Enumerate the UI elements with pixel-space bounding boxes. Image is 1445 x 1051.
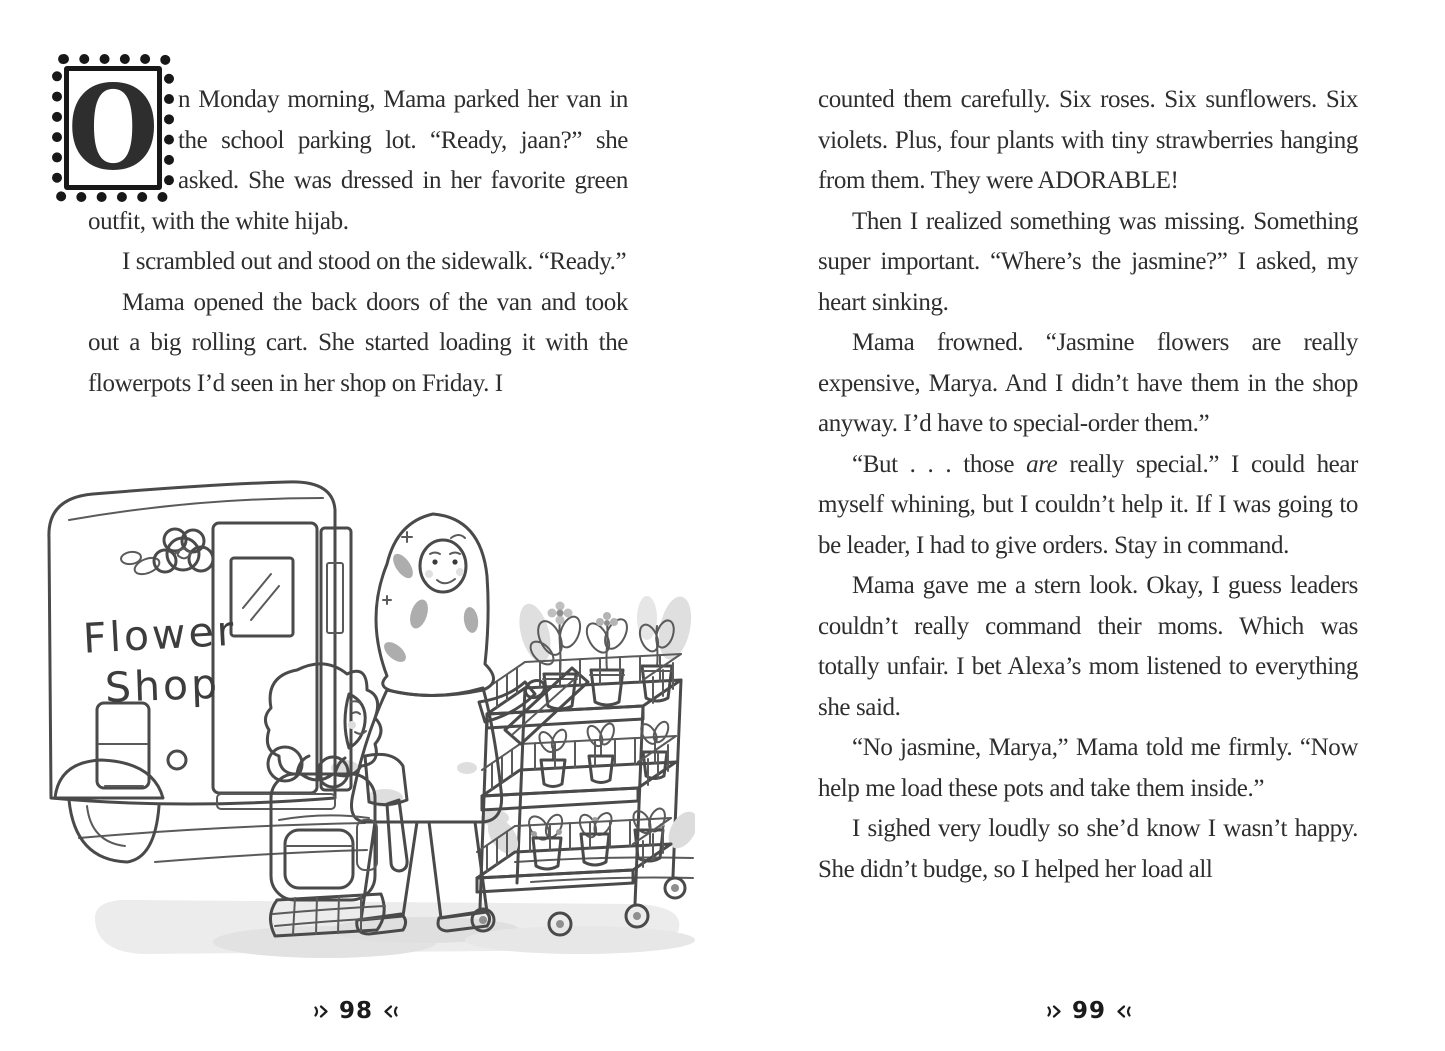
illustration-flower-shop-scene	[35, 468, 695, 968]
mama-face	[420, 535, 466, 592]
italic-word: are	[1026, 450, 1058, 478]
page-right	[818, 80, 1358, 890]
van-tail-light	[97, 703, 149, 788]
page-arrow-left-icon	[1116, 1004, 1132, 1019]
page-number-right	[733, 998, 1445, 1024]
flower-van	[49, 482, 351, 862]
drop-cap	[64, 58, 162, 197]
van-door-handle	[168, 751, 186, 769]
rose-logo-icon	[120, 529, 213, 577]
svg-text:Shop: Shop	[104, 659, 221, 712]
drop-cap-letter: O	[67, 58, 159, 197]
paragraph: Mama gave me a stern look. Okay, I guess leaders couldn’t really command their moms. Which was totally unfair. I bet Alexa’s mom listened to everything she said.	[818, 572, 1358, 721]
sidewalk-curb	[79, 823, 693, 882]
paragraph: counted them carefully. Six roses. Six sunflowers. Six violets. Plus, four plants with tiny strawberries hanging from them. They were ADORABLE!	[818, 86, 1358, 194]
page-number-value: 98	[338, 998, 373, 1024]
svg-text:Flower: Flower	[81, 606, 238, 663]
page-number-value: 99	[1071, 998, 1106, 1024]
cart-middle-shelf	[482, 719, 676, 810]
paragraph: “No jasmine, Marya,” Mama told me firmly. “Now help me load these pots and take them inside.”	[818, 734, 1358, 802]
paragraph: Mama opened the back doors of the van and took out a big rolling cart. She started loading it with the flowerpots I’d seen in her shop on Friday. I	[88, 288, 628, 397]
page-arrow-right-icon	[313, 1004, 329, 1019]
paragraph: I sighed very loudly so she’d know I wasn’t happy. She didn’t budge, so I helped her load all	[818, 815, 1358, 883]
page-arrow-left-icon	[383, 1004, 399, 1019]
paragraph	[67, 58, 628, 242]
potted-plant	[536, 727, 569, 786]
paragraph	[818, 445, 1358, 567]
plant-cart	[472, 594, 695, 935]
marya-face	[345, 694, 366, 748]
paragraph: I scrambled out and stood on the sidewalk. “Ready.”	[122, 248, 627, 275]
paragraph-text: n Monday morning, Mama parked her van in the school parking lot. “Ready, jaan?” she asked. She was dressed in her favorite green outfit, with the white hijab.	[88, 86, 628, 235]
paragraph-text: “But . . . those	[852, 450, 1027, 478]
paragraph-text: really special.” I could hear myself whining, but I couldn’t help it. If I was going to be leader, I had to give orders. Stay in command.	[818, 450, 1358, 559]
page-left	[67, 58, 628, 404]
van-door	[213, 523, 317, 793]
van-sign	[82, 607, 238, 712]
van-wheel	[55, 760, 163, 862]
potted-plant	[585, 722, 617, 783]
paragraph: Mama frowned. “Jasmine flowers are really expensive, Marya. And I didn’t have them in the shop anyway. I’d have to special-order them.”	[818, 329, 1358, 437]
page-arrow-right-icon	[1046, 1004, 1062, 1019]
paragraph: Then I realized something was missing. Something super important. “Where’s the jasmine?” I asked, my heart sinking.	[818, 207, 1358, 316]
page-number-left	[0, 998, 712, 1024]
